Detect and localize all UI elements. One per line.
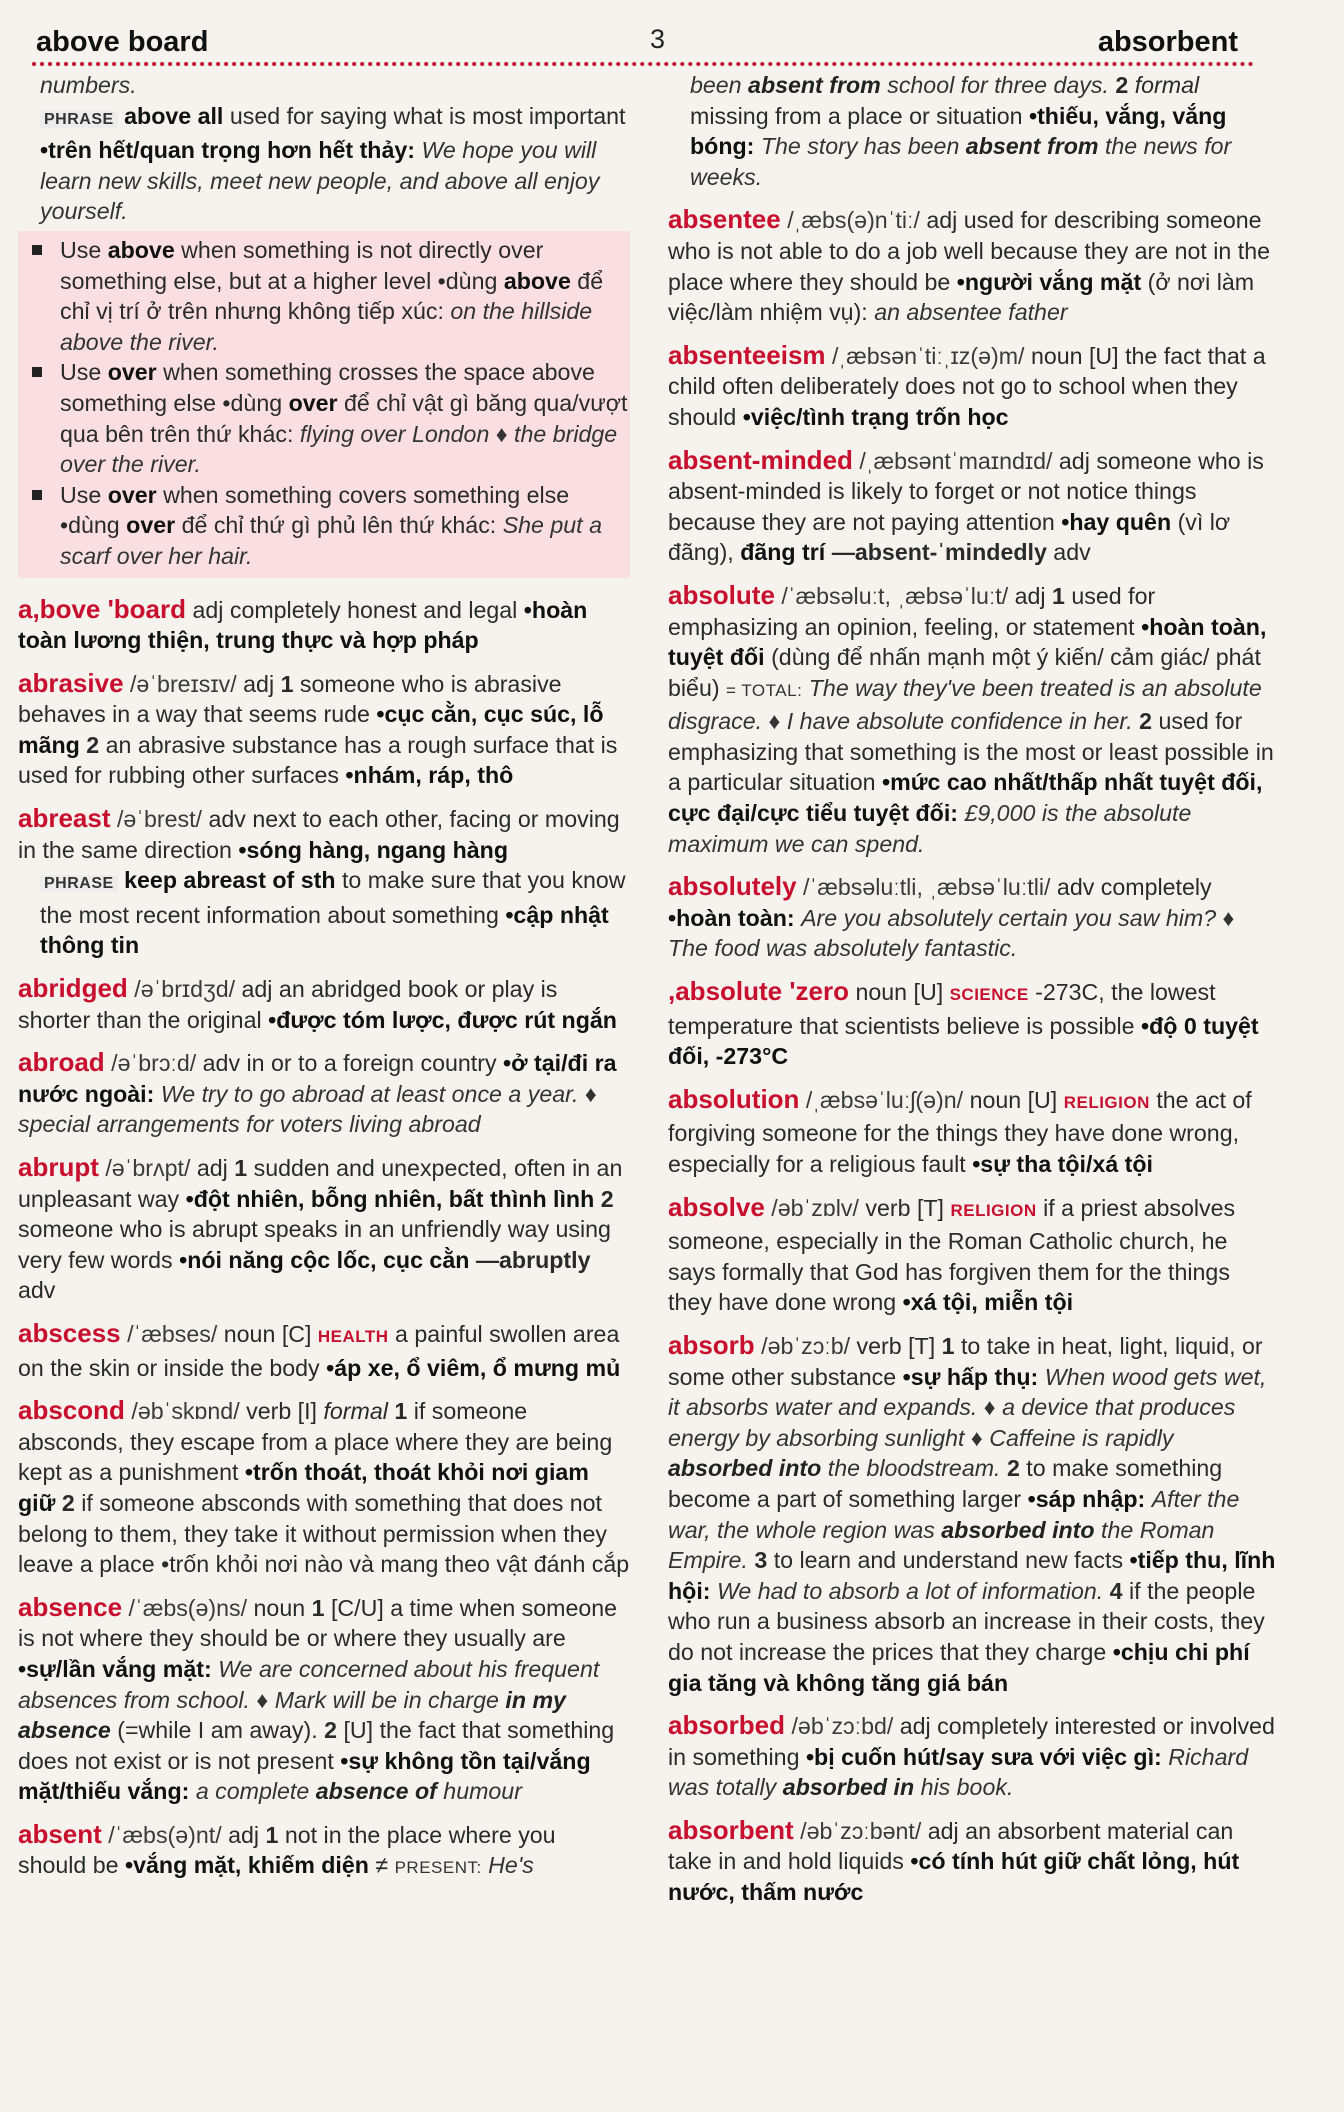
pronunciation: /ˌæbsəˈluːʃ(ə)n/ (805, 1086, 964, 1113)
headword: absenteeism (668, 339, 826, 370)
headword: abrupt (18, 1152, 99, 1182)
grammar-code: [C/U] (330, 1594, 384, 1621)
register-label: formal (1134, 72, 1200, 98)
pronunciation: /ˈæbs(ə)ns/ (128, 1594, 248, 1621)
note-vietnamese: để chỉ vật gì băng qua/vượt qua bên trên thứ khác: (60, 389, 628, 447)
entry-abscond (18, 1395, 630, 1580)
vietnamese-translation: •sự/lần vắng mặt: (18, 1655, 212, 1682)
headword: absent-minded (668, 444, 853, 475)
sense-number: 2 (86, 731, 100, 758)
usage-note (18, 357, 630, 479)
headword: absolution (668, 1083, 800, 1114)
entry-absolute (668, 580, 1280, 859)
derived-word: —abruptly (475, 1246, 591, 1273)
pronunciation: /əbˈzɒlv/ (771, 1194, 859, 1221)
definition: an abridged book or play is shorter than the original (18, 976, 558, 1033)
part-of-speech: adv (1056, 874, 1095, 901)
part-of-speech: adv (18, 1277, 56, 1304)
sense-number: 2 (61, 1489, 75, 1516)
example-text: We hope you will learn new skills, meet new people, and above all enjoy yourself. (40, 137, 600, 225)
grammar-code: [I] (297, 1398, 317, 1425)
part-of-speech: adv (202, 1050, 241, 1077)
definition: missing from a place or situation (690, 102, 1023, 129)
pronunciation: /əbˈskɒnd/ (131, 1398, 240, 1425)
headword: absolve (668, 1191, 765, 1222)
headword: abridged (18, 973, 128, 1004)
part-of-speech: noun (855, 979, 908, 1006)
part-of-speech: noun (253, 1594, 306, 1621)
pronunciation: /ˈæbses/ (127, 1320, 218, 1347)
example-text: When wood gets wet, it absorbs water and expands. ♦ a device that produces energy by absorbing sunlight ♦ Caffeine is rapidly (668, 1363, 1267, 1451)
definition: -273C, the lowest temperature that scientists believe is possible (668, 979, 1216, 1039)
sense-number: 2 (1115, 72, 1129, 98)
subject-label: RELIGION (950, 1200, 1037, 1220)
note-text: Use (60, 359, 102, 386)
pronunciation: /ˈæbsəluːt, ˌæbsəˈluːt/ (781, 582, 1009, 609)
example-text: the bloodstream. (827, 1455, 1001, 1482)
example-collocation: absence of (315, 1778, 437, 1805)
vietnamese-translation: •độ 0 tuyệt đối, -273°C (668, 1012, 1259, 1070)
definition: to make something become a part of something larger (668, 1455, 1223, 1512)
example-collocation: absorbed into (668, 1455, 822, 1482)
definition: the act of forgiving someone for the things they have done wrong, especially for a religious fault (668, 1086, 1252, 1177)
usage-note (18, 235, 630, 357)
vietnamese-translation: •cục cằn, cục súc, lỗ mãng (18, 701, 604, 758)
vietnamese-translation: •đột nhiên, bỗng nhiên, bất thình lình (185, 1185, 595, 1212)
sense-number: 2 (324, 1717, 338, 1744)
headword: absolute (668, 579, 775, 610)
part-of-speech: adj (241, 976, 273, 1003)
vietnamese-translation: •việc/tình trạng trốn học (742, 403, 1009, 430)
guide-word-right: absorbent (1097, 26, 1238, 58)
header-divider (32, 62, 1254, 66)
entry-absentee (668, 204, 1280, 327)
vietnamese-translation: •cập nhật thông tin (40, 901, 609, 959)
entry-absence (18, 1592, 630, 1807)
part-of-speech: adj (1014, 582, 1046, 609)
example-text: the news for weeks. (690, 133, 1232, 190)
definition: if someone absconds, they escape from a place where they are being kept as a punishment (18, 1398, 613, 1486)
headword: abscess (18, 1317, 121, 1348)
sense-number: 1 (265, 1821, 279, 1848)
entry-above-continued (18, 70, 630, 578)
example-collocation: absorbed in (782, 1774, 915, 1801)
sense-number: 3 (754, 1547, 768, 1574)
definition: an absorbent material can take in and hold liquids (668, 1817, 1234, 1875)
example-text: his book. (920, 1774, 1014, 1801)
subject-label: SCIENCE (949, 985, 1029, 1005)
pronunciation: /ˌæbsəntˈmaɪndɪd/ (859, 447, 1053, 474)
entry-absorbed (668, 1710, 1280, 1803)
definition: to take in heat, light, liquid, or some other substance (668, 1332, 1263, 1390)
not-equal-symbol: ≠ (375, 1852, 389, 1879)
note-text: Use (60, 236, 102, 263)
page-header (18, 0, 1304, 62)
vietnamese-translation: •sáp nhập: (1027, 1485, 1146, 1512)
headword: abscond (18, 1395, 125, 1426)
register-label: formal (323, 1398, 388, 1425)
entry-abreast (18, 803, 630, 961)
definition: if a priest absolves someone, especially in the Roman Catholic church, he says formally that God has forgiven them for the things they have done wrong (668, 1194, 1236, 1316)
vietnamese-translation: •xá tội, miễn tội (902, 1289, 1074, 1316)
bullet-icon (32, 245, 42, 255)
definition: the fact that something does not exist or is not present (18, 1717, 615, 1774)
vietnamese-translation: •hoàn toàn, tuyệt đối (668, 613, 1267, 671)
note-text: when something is not directly over something else, but at a higher level •dùng (60, 236, 544, 294)
vietnamese-translation: •trốn khỏi nơi nào và mang theo vật đánh cắp (161, 1551, 630, 1578)
columns (18, 70, 1304, 2112)
note-keyword: above (503, 267, 571, 294)
pronunciation: /əbˈzɔːbənt/ (800, 1817, 922, 1844)
example-text: the Roman Empire. (668, 1516, 1215, 1574)
example-text: He's (488, 1852, 534, 1879)
bullet-icon (32, 490, 42, 500)
vietnamese-translation: •có tính hút giữ chất lỏng, hút nước, thấm nước (668, 1848, 1240, 1906)
definition: in or to a foreign country (246, 1050, 497, 1077)
note-text: Use (60, 481, 102, 508)
vietnamese-translation: •sự không tồn tại/vắng mặt/thiếu vắng: (18, 1747, 591, 1805)
note-vietnamese: để chỉ thứ gì phủ lên thứ khác: (181, 512, 497, 539)
example-text: a complete (195, 1778, 310, 1805)
note-text: when something covers something else •dùng (60, 481, 570, 539)
definition: completely interested or involved in something (668, 1713, 1275, 1770)
phrase-headword: keep abreast of sth (124, 867, 336, 894)
entry-absenteeism (668, 340, 1280, 433)
definition: next to each other, facing or moving in the same direction (18, 806, 620, 863)
page-number: 3 (650, 24, 666, 54)
vietnamese-translation: •người vắng mặt (956, 268, 1142, 295)
definition: used for describing someone who is not able to do a job well because they are not in the place where they should be (668, 207, 1270, 295)
part-of-speech: adv (208, 806, 246, 833)
definition: if someone absconds with something that does not belong to them, they take it without permission when they leave a place (18, 1489, 608, 1578)
grammar-code: [U] (913, 979, 944, 1006)
headword: ,absolute 'zero (668, 976, 849, 1007)
entry-absent-minded (668, 445, 1280, 568)
grammar-code: [U] (1027, 1086, 1058, 1113)
definition: someone who is abrasive behaves in a way that seems rude (18, 670, 562, 728)
vietnamese-translation: •nhám, ráp, thô (345, 762, 514, 789)
definition: used for emphasizing that something is the most or least possible in a particular situation (668, 708, 1274, 796)
vietnamese-translation: •sóng hàng, ngang hàng (238, 836, 509, 863)
vietnamese-translation: •thiếu, vắng, vắng bóng: (690, 102, 1227, 160)
part-of-speech: verb (246, 1398, 292, 1425)
vietnamese-translation: •mức cao nhất/thấp nhất tuyệt đối, cực đại/cực tiểu tuyệt đối: (668, 769, 1263, 827)
definition: someone who is abrupt speaks in an unfriendly way using very few words (18, 1216, 611, 1273)
entry-absolutely (668, 871, 1280, 964)
example-text: Richard was totally (668, 1743, 1249, 1801)
part-of-speech: noun (969, 1086, 1022, 1113)
vietnamese-translation: •bị cuốn hút/say sưa với việc gì: (805, 1743, 1162, 1770)
sense-number: 1 (394, 1398, 408, 1425)
grammar-code: [T] (908, 1332, 936, 1359)
vietnamese-translation: •hay quên (1061, 508, 1172, 535)
note-keyword: over (107, 481, 157, 508)
definition: if the people who run a business absorb an increase in their costs, they do not increase the prices that they charge (668, 1577, 1265, 1665)
phrase-label: PHRASE (40, 111, 118, 128)
example-text: flying over London ♦ the bridge over the river. (60, 420, 618, 478)
pronunciation: /əˈbrest/ (116, 806, 203, 833)
phrase-headword: above all (124, 102, 224, 129)
entry-absolute-zero (668, 976, 1280, 1072)
example-text: been (690, 72, 742, 98)
note-text: when something crosses the space above something else •dùng (60, 359, 595, 416)
note-vietnamese: để chỉ vị trí ở trên nhưng không tiếp xúc: (60, 267, 604, 325)
part-of-speech: adj (899, 1713, 931, 1740)
part-of-speech: verb (865, 1194, 911, 1221)
definition: sudden and unexpected, often in an unpleasant way (18, 1155, 623, 1212)
definition: a painful swollen area on the skin or inside the body (18, 1320, 620, 1381)
subject-label: HEALTH (317, 1326, 389, 1346)
guide-word-left: above board (36, 26, 209, 58)
vietnamese-translation: •trốn thoát, thoát khỏi nơi giam giữ (18, 1459, 589, 1516)
example-text: The story has been (760, 133, 960, 160)
part-of-speech: adj (196, 1155, 228, 1181)
example-collocation: in my absence (18, 1686, 566, 1744)
definition: to learn and understand new facts (773, 1547, 1124, 1574)
definition: someone who is absent-minded is likely to forget or not notice things because they are not paying attention (668, 447, 1264, 535)
vietnamese-translation: •sự tha tội/xá tội (972, 1151, 1153, 1177)
sense-number: 1 (311, 1594, 325, 1621)
pronunciation: /ˌæbs(ə)nˈtiː/ (787, 207, 920, 234)
example-text: £9,000 is the absolute maximum we can spend. (668, 800, 1192, 857)
note-keyword: over (288, 389, 338, 416)
entry-absent (18, 1819, 630, 1884)
definition: completely honest and legal (229, 596, 518, 623)
pronunciation: /əˈbrʌpt/ (105, 1155, 191, 1181)
note-keyword: over (107, 359, 157, 386)
pronunciation: /əbˈzɔːb/ (761, 1332, 851, 1359)
vietnamese-translation: •hoàn toàn: (668, 904, 795, 931)
sense-number: 1 (234, 1155, 248, 1181)
pronunciation: /ˈæbs(ə)nt/ (108, 1821, 222, 1848)
headword: absorbent (668, 1814, 794, 1845)
pronunciation: /əbˈzɔːbd/ (791, 1713, 894, 1740)
example-text: on the hillside above the river. (60, 298, 593, 355)
vietnamese-translation: •tiếp thu, lĩnh hội: (668, 1547, 1276, 1604)
vietnamese-translation: •trên hết/quan trọng hơn hết thảy: (40, 137, 415, 164)
vietnamese-gloss: (ở nơi làm việc/làm nhiệm vụ): (668, 268, 1255, 326)
headword: absorbed (668, 1710, 786, 1741)
example-text: After the war, the whole region was (668, 1485, 1240, 1543)
sense-number: 2 (1006, 1455, 1020, 1482)
bullet-icon (32, 367, 42, 377)
entry-absent-continued (668, 70, 1280, 192)
part-of-speech: noun (223, 1320, 276, 1347)
vietnamese-translation: •vắng mặt, khiếm diện (125, 1852, 369, 1879)
example-text: Are you absolutely certain you saw him? ♦ The food was absolutely fantastic. (668, 904, 1235, 962)
sense-number: 2 (600, 1185, 614, 1212)
definition: a time when someone is not where they should be or where they usually are (18, 1594, 618, 1652)
sense-number: 1 (280, 670, 294, 697)
left-column (18, 70, 630, 2112)
note-keyword: above (107, 236, 175, 263)
headword: absolutely (668, 871, 797, 902)
pronunciation: /ˈæbsəluːtli, ˌæbsəˈluːtli/ (803, 874, 1051, 901)
headword: absent (18, 1818, 102, 1849)
definition: used for emphasizing an opinion, feeling, or statement (668, 582, 1156, 640)
entry-abrasive (18, 668, 630, 791)
example-gloss: (=while I am away). (117, 1717, 318, 1744)
part-of-speech: adj (243, 670, 275, 697)
entry-abroad (18, 1047, 630, 1140)
headword: abreast (18, 803, 111, 834)
example-text: an absentee father (874, 299, 1068, 326)
part-of-speech: adj (926, 207, 958, 234)
pronunciation: /ˌæbsənˈtiːˌɪz(ə)m/ (831, 342, 1025, 369)
opposite-label: PRESENT: (394, 1858, 482, 1878)
headword: a,bove 'board (18, 593, 186, 624)
definition: used for saying what is most important (229, 102, 626, 129)
entry-abridged (18, 973, 630, 1035)
sense-number: 4 (1109, 1577, 1123, 1604)
definition: not in the place where you should be (18, 1821, 556, 1879)
definition: completely (1100, 874, 1212, 901)
usage-note-box (18, 231, 630, 578)
grammar-code: [U] (1088, 342, 1119, 369)
entry-absolve (668, 1192, 1280, 1318)
example-text: She put a scarf over her hair. (60, 512, 602, 569)
vietnamese-translation: đãng trí (740, 539, 826, 566)
sense-number: 1 (941, 1332, 955, 1359)
example-collocation: absorbed into (941, 1516, 1095, 1543)
usage-note (18, 480, 630, 572)
entry-absorb (668, 1330, 1280, 1698)
entry-abscess (18, 1318, 630, 1383)
headword: abrasive (18, 667, 124, 698)
vietnamese-translation: •hoàn toàn lương thiện, trung thực và hợp pháp (18, 596, 588, 654)
pronunciation: /əˈbrɔːd/ (111, 1050, 197, 1077)
sense-number: 1 (1052, 582, 1065, 609)
pronunciation: /əˈbreɪsɪv/ (129, 670, 237, 697)
vietnamese-translation: •được tóm lược, được rút ngắn (268, 1006, 617, 1033)
definition: an abrasive substance has a rough surface that is used for rubbing other surfaces (18, 731, 618, 789)
example-text: We try to go abroad at least once a year. ♦ special arrangements for voters living abroad (18, 1080, 597, 1138)
synonym-label: = TOTAL: (726, 680, 803, 700)
part-of-speech: adv (1053, 539, 1091, 566)
vietnamese-translation: •nói năng cộc lốc, cục cằn (179, 1246, 470, 1273)
part-of-speech: adj (228, 1821, 260, 1848)
part-of-speech: adj (192, 596, 224, 623)
vietnamese-translation: •ở tại/đi ra nước ngoài: (18, 1050, 617, 1107)
headword: abroad (18, 1047, 105, 1078)
note-keyword: over (126, 512, 176, 539)
entry-above-board (18, 594, 630, 656)
example-collocation: absent from (965, 133, 1099, 160)
example-text: numbers. (40, 72, 137, 98)
vietnamese-gloss: (vì lơ đãng), (668, 508, 1231, 566)
example-collocation: absent from (748, 72, 881, 98)
vietnamese-translation: •chịu chi phí gia tăng và không tăng giá bán (668, 1638, 1250, 1696)
headword: absentee (668, 204, 781, 235)
vietnamese-translation: •sự hấp thụ: (902, 1363, 1039, 1390)
example-text: humour (443, 1778, 522, 1805)
part-of-speech: adj (1058, 447, 1090, 474)
sense-number: 2 (1139, 708, 1153, 735)
right-column (668, 70, 1280, 2112)
phrase-label: PHRASE (40, 875, 118, 892)
example-text: school for three days. (887, 72, 1109, 98)
definition: to make sure that you know the most recent information about something (40, 867, 626, 928)
entry-abrupt (18, 1152, 630, 1306)
grammar-code: [T] (916, 1194, 944, 1221)
definition: the fact that a child often deliberately does not go to school when they should (668, 342, 1266, 430)
derived-word: —absent-ˈmindedly (831, 539, 1047, 566)
part-of-speech: adj (927, 1817, 959, 1844)
example-text: We are concerned about his frequent absences from school. ♦ Mark will be in charge (18, 1655, 600, 1713)
part-of-speech: noun (1030, 342, 1083, 369)
entry-absorbent (668, 1815, 1280, 1908)
vietnamese-gloss: (dùng để nhấn mạnh một ý kiến/ cảm giác/ phát biểu) (668, 644, 1261, 701)
vietnamese-translation: •áp xe, ổ viêm, ổ mưng mủ (326, 1354, 621, 1381)
grammar-code: [U] (343, 1717, 374, 1744)
part-of-speech: verb (856, 1332, 902, 1359)
pronunciation: /əˈbrɪdʒd/ (134, 976, 236, 1003)
subject-label: RELIGION (1063, 1092, 1150, 1112)
example-text: We had to absorb a lot of information. (716, 1577, 1104, 1604)
headword: absorb (668, 1329, 755, 1360)
example-text: The way they've been treated is an absolute disgrace. ♦ I have absolute confidence in her. (668, 674, 1262, 735)
grammar-code: [C] (281, 1320, 312, 1347)
headword: absence (18, 1591, 123, 1622)
entry-absolution (668, 1084, 1280, 1180)
